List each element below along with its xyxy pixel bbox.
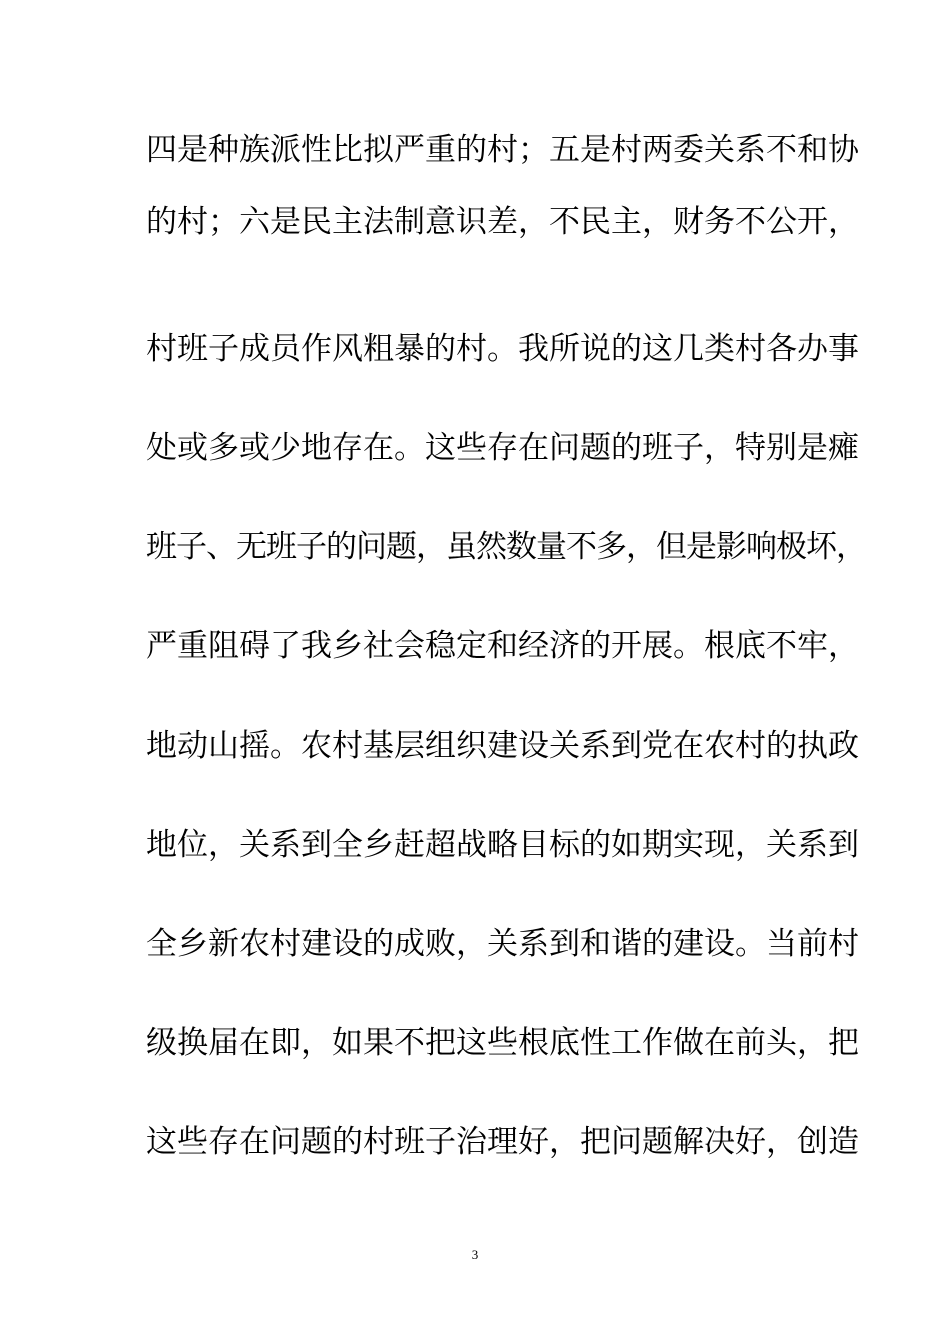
body-text-line: 处或多或少地存在。这些存在问题的班子，特别是瘫: [146, 430, 859, 466]
body-text-line: 级换届在即，如果不把这些根底性工作做在前头，把: [146, 1025, 859, 1061]
body-text-line: 严重阻碍了我乡社会稳定和经济的开展。根底不牢，: [146, 628, 859, 664]
body-text-line: 村班子成员作风粗暴的村。我所说的这几类村各办事: [146, 331, 859, 367]
body-text-line: 地位，关系到全乡赶超战略目标的如期实现，关系到: [146, 827, 859, 863]
body-text-line: 的村；六是民主法制意识差，不民主，财务不公开，: [146, 204, 859, 240]
body-text-line: 全乡新农村建设的成败，关系到和谐的建设。当前村: [146, 926, 859, 962]
page-number: 3: [471, 1247, 479, 1262]
body-text-line: 这些存在问题的村班子治理好，把问题解决好，创造: [146, 1124, 859, 1160]
body-text-line: 四是种族派性比拟严重的村；五是村两委关系不和协: [146, 132, 859, 168]
body-text-line: 地动山摇。农村基层组织建设关系到党在农村的执政: [146, 728, 859, 764]
body-text-line: 班子、无班子的问题，虽然数量不多，但是影响极坏，: [146, 529, 866, 565]
